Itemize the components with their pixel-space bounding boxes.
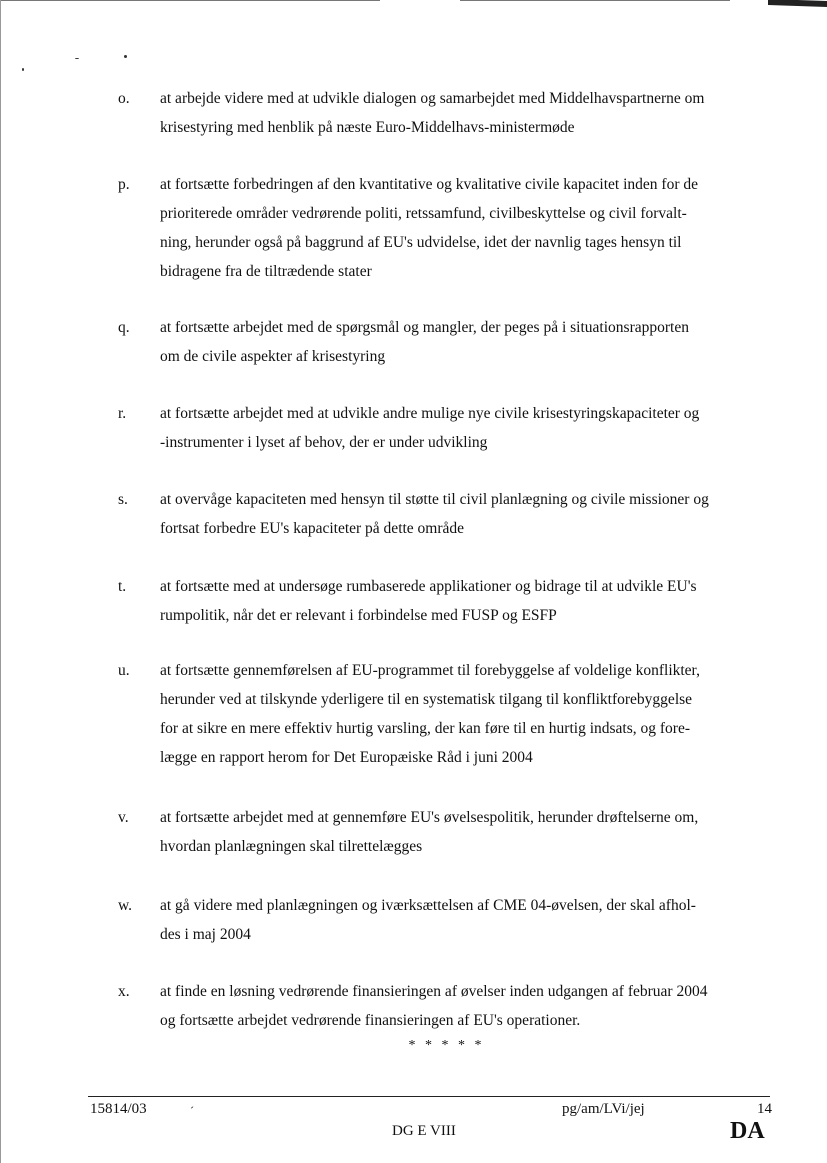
footer-page-number: 14 (757, 1101, 772, 1117)
list-item-text (160, 656, 770, 772)
footer-department: DG E VIII (392, 1123, 456, 1139)
footer-reference: pg/am/LVi/jej (562, 1101, 645, 1117)
list-item-text (160, 803, 770, 861)
text-line: at overvåge kapaciteten med hensyn til støtte til civil planlægning og civile missioner og (160, 491, 709, 508)
text-line: at fortsætte med at undersøge rumbaserede applikationer og bidrage til at udvikle EU's (160, 578, 697, 595)
text-line: at fortsætte arbejdet med de spørgsmål og mangler, der peges på i situationsrapporten (160, 319, 689, 336)
list-item-letter: s. (118, 491, 128, 508)
text-line: for at sikre en mere effektiv hurtig varsling, der kan føre til en hurtig indsats, og fore- (160, 720, 690, 737)
list-item-letter: q. (118, 319, 130, 336)
text-line: at fortsætte arbejdet med at udvikle andre mulige nye civile krisestyringskapaciteter og (160, 405, 700, 422)
footer-divider (88, 1096, 770, 1097)
text-line: om de civile aspekter af krisestyring (160, 348, 386, 365)
text-line: -instrumenter i lyset af behov, der er under udvikling (160, 434, 488, 451)
text-line: at fortsætte forbedringen af den kvantitative og kvalitative civile kapacitet inden for de (160, 176, 698, 193)
text-line: hvordan planlægningen skal tilrettelægges (160, 838, 423, 855)
list-item-text (160, 977, 770, 1035)
scan-speck (124, 55, 127, 58)
text-line: des i maj 2004 (160, 926, 251, 943)
list-item-text (160, 313, 770, 371)
list-item-letter: u. (118, 662, 130, 679)
list-item-text (160, 170, 770, 286)
text-line: og fortsætte arbejdet vedrørende finansieringen af EU's operationer. (160, 1012, 581, 1029)
section-separator: * * * * * (408, 1038, 485, 1053)
text-line: herunder ved at tilskynde yderligere til en systematisk tilgang til konfliktforebyggelse (160, 691, 693, 708)
list-item-text (160, 572, 770, 630)
text-line: ning, herunder også på baggrund af EU's udvidelse, idet der navnlig tages hensyn til (160, 234, 682, 251)
list-item-text (160, 399, 770, 457)
footer-tick-mark: ´ (190, 1104, 194, 1118)
scan-artifact-left-edge (0, 0, 1, 1163)
list-item-letter: v. (118, 809, 129, 826)
footer-language-code: DA (730, 1118, 765, 1144)
scan-artifact-top-left (0, 0, 380, 1)
list-item-text (160, 485, 770, 543)
scan-artifact-corner-mark (768, 0, 827, 7)
text-line: fortsat forbedre EU's kapaciteter på dette område (160, 520, 465, 537)
list-item-letter: r. (118, 405, 127, 422)
text-line: bidragene fra de tiltrædende stater (160, 263, 372, 280)
list-item-letter: t. (118, 578, 127, 595)
text-line: at fortsætte gennemførelsen af EU-programmet til forebyggelse af voldelige konflikter, (160, 662, 700, 679)
footer-document-number: 15814/03 (90, 1101, 147, 1117)
list-item-letter: o. (118, 90, 130, 107)
text-line: at finde en løsning vedrørende finansieringen af øvelser inden udgangen af februar 2004 (160, 983, 708, 1000)
scan-speck (75, 58, 79, 59)
list-item-letter: p. (118, 176, 130, 193)
list-item-text (160, 891, 770, 949)
list-item-letter: x. (118, 983, 130, 1000)
list-item-text (160, 84, 770, 142)
text-line: lægge en rapport herom for Det Europæiske Råd i juni 2004 (160, 749, 533, 766)
list-item-letter: w. (118, 897, 133, 914)
text-line: at arbejde videre med at udvikle dialogen og samarbejdet med Middelhavspartnerne om (160, 90, 705, 107)
scan-speck (22, 68, 24, 71)
text-line: prioriterede områder vedrørende politi, retssamfund, civilbeskyttelse og civil forvalt- (160, 205, 687, 222)
text-line: at fortsætte arbejdet med at gennemføre EU's øvelsespolitik, herunder drøftelserne om, (160, 809, 699, 826)
text-line: at gå videre med planlægningen og iværksættelsen af CME 04-øvelsen, der skal afhol- (160, 897, 696, 914)
text-line: krisestyring med henblik på næste Euro-Middelhavs-ministermøde (160, 119, 575, 136)
text-line: rumpolitik, når det er relevant i forbindelse med FUSP og ESFP (160, 607, 557, 624)
scan-artifact-top-right (460, 0, 730, 1)
